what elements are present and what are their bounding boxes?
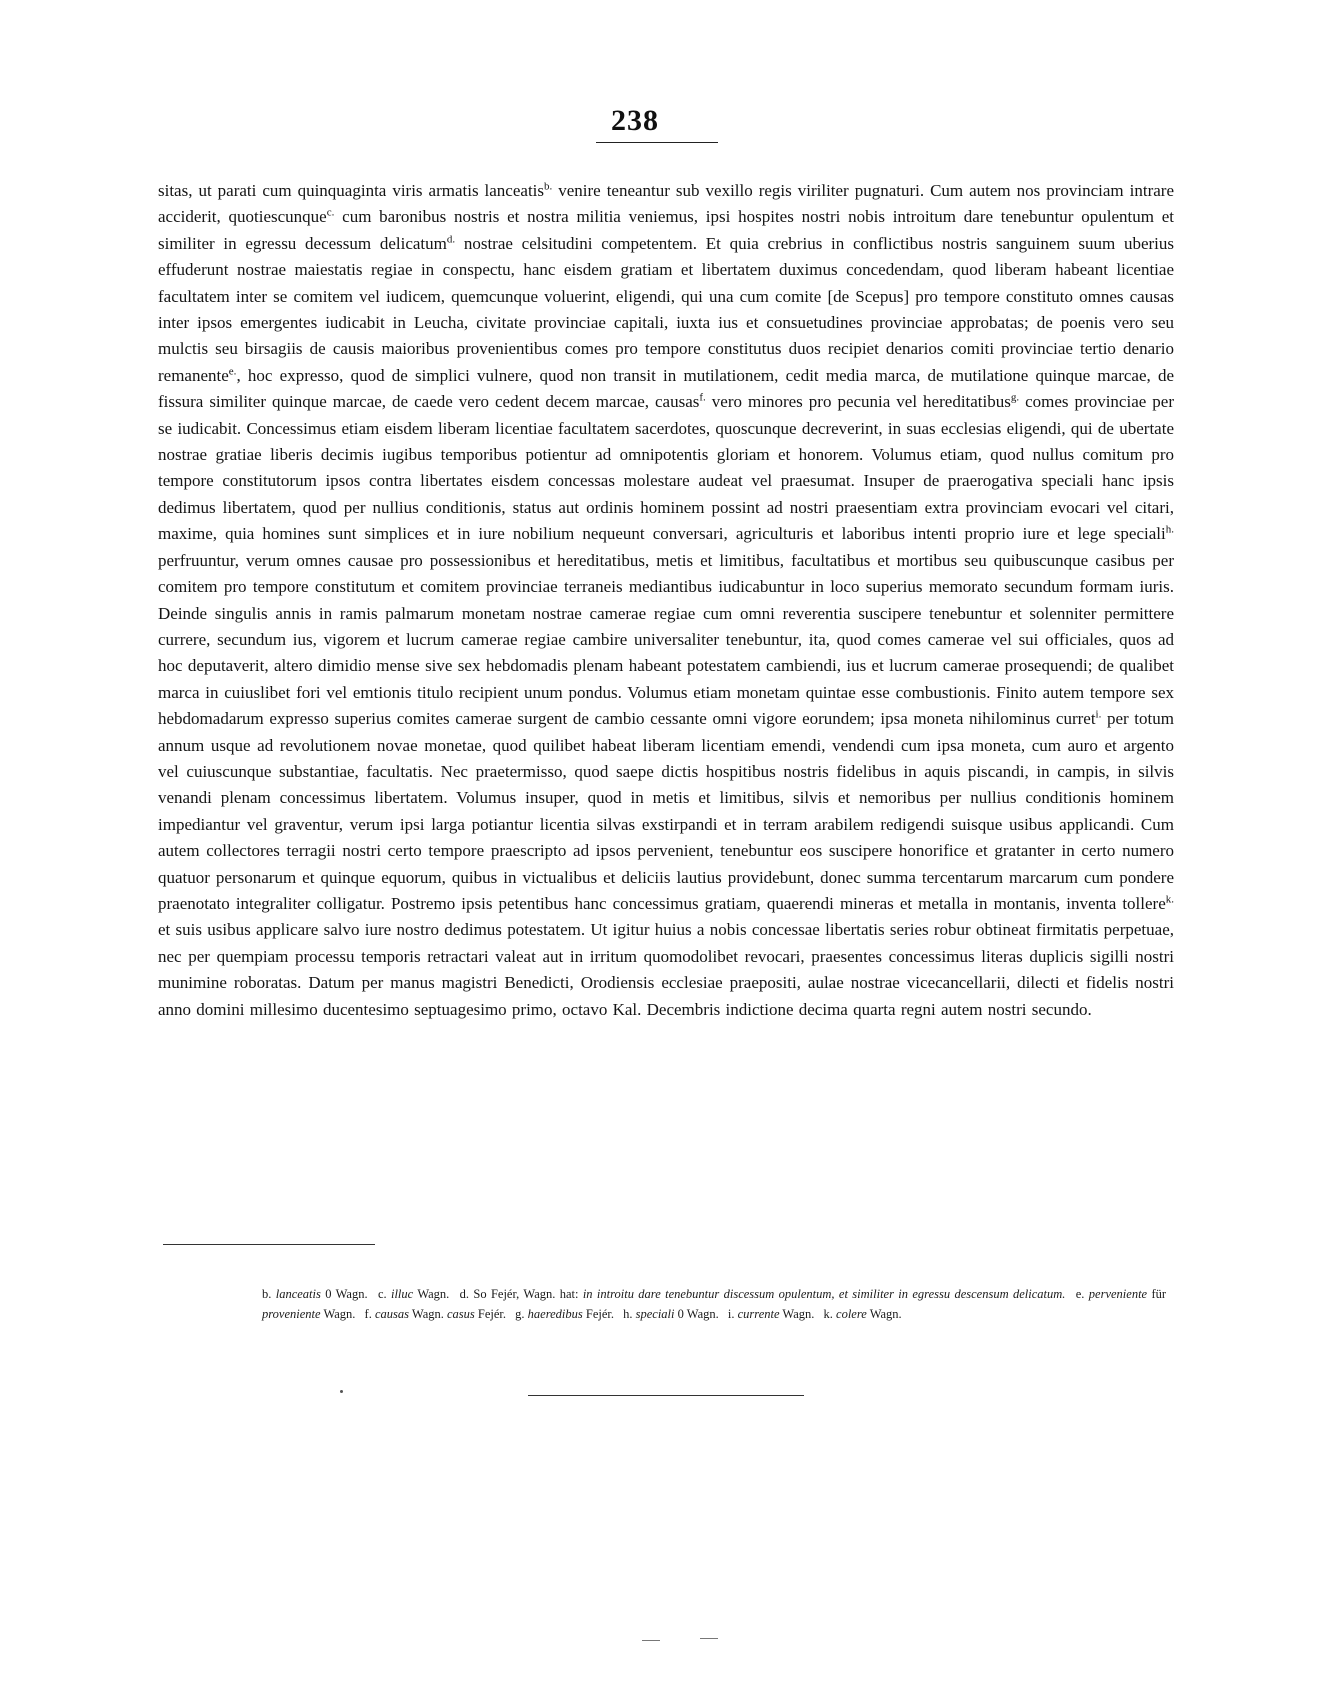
footnote-entry [365,1307,506,1321]
footnote-marker: b. [544,180,553,193]
stray-mark [340,1390,343,1393]
footnote-separator [163,1244,375,1245]
footnote-marker: d. [446,233,456,246]
footnote-text: Wagn. [779,1307,815,1321]
footnote-letter: b. [262,1287,272,1301]
footnote-entry [728,1307,815,1321]
footnote-letter: k. [823,1307,833,1321]
footnote-text: casus [447,1307,475,1321]
footnote-text: So Fejér, Wagn. hat: [473,1287,583,1301]
body-text-segment: perfruuntur, verum omnes causae pro possessionibus et hereditatibus, metis et limitibus, facultatibus et mortibus seu quibuscunque casibus per comitem pro tempore constitutum et comitem provinciae terraneis mediantibus iudicabuntur in loco superius memorato secundum formam iuris. Deinde singulis annis in ramis palmarum monetam nostrae camerae regiae cum omni reverentia suscipere tenebuntur et solenniter permittere currere, secundum ius, vigorem et lucrum camerae regiae cambire universaliter tenebuntur, ita, quod comes camerae vel sui officiales, quos ad hoc deputaverit, altero dimidio mense sive sex hebdomadis plenam habeant potestatem cambiendi, ius et lucrum camerae prosequendi; de qualibet marca in cuiuslibet fori vel emtionis titulo recipient unum pondus. Volumus etiam monetam quintae esse combustionis. Finito autem tempore sex hebdomadarum expresso superius comites camerae surgent de cambio cessante omni vigore eorundem; ipsa moneta nihilominus curret [158,550,1174,729]
footnote-text: Wagn. [413,1287,450,1301]
footnote-entry [515,1307,614,1321]
footnote-marker: c. [326,206,335,219]
body-text-segment: comes provinciae per se iudicabit. Concessimus etiam eisdem liberam licentiae facultatem sacerdotes, quoscunque decreverint, in suas ecclesias eligendi, qui de ubertate nostrae gratiae liberis decimis iugibus temporibus potientur ad omnipotentis gloriam et honorem. Volumus etiam, quod nullus comitum pro tempore constitutorum ipsos contra libertates eisdem concessas molestare audeat vel praesumat. Insuper de praerogativa speciali hanc ipsis dedimus libertatem, quod per nullius conditionis, status aut ordinis hominem possint ad nostri praesentiam extra provinciam evocari vel citari, maxime, quia homines sunt simplices et in iure nobilium nequeunt conversari, agriculturis et laboribus intenti proprio iure et lege speciali [158,392,1174,544]
footnote-text: in introitu dare tenebuntur discessum opulentum, et similiter in egressu descensum delicatum. [582,1287,1066,1301]
footnote-letter: d. [459,1287,470,1301]
footnote-marker: i. [1095,708,1102,721]
footnote-marker: g. [1010,391,1020,404]
body-text-segment: vero minores pro pecunia vel hereditatibus [705,392,1011,412]
bottom-mark [700,1638,718,1639]
page-number-rule [596,142,718,143]
footnote-letter: i. [727,1307,735,1321]
footnote-entry [824,1307,902,1321]
body-text-segment: , hoc expresso, quod de simplici vulnere, quod non transit in mutilationem, cedit media marca, de mutilatione quinque marcae, de fissura similiter quinque marcae, de caede vero cedent decem marcae, causas [158,365,1174,412]
footnote-entry [460,1287,1066,1301]
bottom-mark [642,1640,660,1641]
charter-body-text [158,178,1174,1023]
page-number: 238 [611,104,659,137]
body-text-segment: et suis usibus applicare salvo iure nostro dedimus potestatem. Ut igitur huius a nobis concessae libertatis series robur obtineat firmitatis perpetuae, nec per quempiam processu temporis retractari valeat aut in irritum quomodolibet revocari, praesentes concessimus literas duplicis sigilli nostri munimine roboratas. Datum per manus magistri Benedicti, Orodiensis ecclesiae praepositi, aulae nostrae vicecancellarii, dilecti et fidelis nostri anno domini millesimo ducentesimo septuagesimo primo, octavo Kal. Decembris indictione decima quarta regni autem nostri secundo. [158,920,1174,1019]
body-text-segment: sitas, ut parati cum quinquaginta viris armatis lanceatis [158,181,545,200]
footnote-text: currente [737,1307,780,1321]
footnote-text: colere [836,1307,867,1321]
footnote-entry [378,1287,449,1301]
footnote-text: Wagn. [409,1307,447,1321]
footnote-text: Fejér. [474,1307,507,1321]
footnote-text: haeredibus [527,1307,583,1321]
footnote-text: speciali [635,1307,675,1321]
footnote-letter: g. [515,1307,525,1321]
footnote-letter: h. [623,1307,633,1321]
body-text-segment: venire teneantur sub vexillo regis viriliter pugnaturi. Cum autem nos provinciam intrare acciderit, quotiescunque [158,181,1174,227]
footnote-text: illuc [390,1287,414,1301]
footnote-text: Wagn. [320,1307,356,1321]
footnote-text: 0 Wagn. [320,1287,368,1301]
footnote-text: Fejér. [582,1307,614,1321]
body-text-segment: per totum annum usque ad revolutionem novae monetae, quod quilibet habeat liberam licentiam emendi, vendendi cum ipsa moneta, cum auro et argento vel cuiuscunque substantiae, facultatis. Nec praetermisso, quod saepe dictis hospitibus nostris fidelibus in aquis piscandi, in campis, in silvis venandi plenam concessimus libertatem. Volumus insuper, quod in metis et limitibus, silvis et nemoribus per nullius conditionis hominem impediantur vel graventur, verum ipsi larga potiantur licentia silvas exstirpandi et in terram arabilem redigendi suisque usibus applicandi. Cum autem collectores terragii nostri certo tempore praescripto ad ipsos pervenient, tenebuntur eos suscipere honorifice et gratanter in certo numero quatuor personarum et quinque equorum, quibus in victualibus et deliciis lautius providebunt, donec summa tercentarum marcarum cum pondere praenotato integraliter colligatur. Postremo ipsis petentibus hanc concessimus gratiam, quaerendi mineras et metalla in montanis, inventa tollere [158,709,1174,913]
footnote-letter: f. [364,1307,372,1321]
footnote-marker: k. [1165,893,1174,906]
footnote-marker: f. [699,391,706,404]
footnote-text: proveniente [262,1307,321,1321]
footnote-entry [262,1287,368,1301]
footnote-text: Wagn. [866,1307,902,1321]
footnote-letter: c. [377,1287,387,1301]
footnote-text: causas [374,1307,409,1321]
end-rule [528,1395,804,1396]
footnote-text: 0 Wagn. [674,1307,719,1321]
footnote-marker: h. [1165,523,1174,536]
footnote-entry [623,1307,719,1321]
body-text-segment: cum baronibus nostris et nostra militia veniemus, ipsi hospites nostri nobis introitum dare tenebuntur opulentum et similiter in egressu decessum delicatum [158,207,1174,253]
footnote-text: perveniente [1088,1287,1148,1301]
body-text-segment: nostrae celsitudini competentem. Et quia crebrius in conflictibus nostris sanguinem suum uberius effuderunt nostrae maiestatis regiae in conspectu, hanc eisdem gratiam et libertatem duximus concedendam, quod liberam habeant licentiae facultatem inter se comitem vel iudicem, quemcunque voluerint, eligendi, qui una cum comite [de Scepus] pro tempore constituto omnes causas inter ipsos emergentes iudicabit in Leucha, civitate provinciae capitali, iuxta ius et consuetudines provinciae approbatas; de poenis vero seu mulctis seu birsagiis de causis maioribus provenientibus comes pro tempore constitutus duos recipiet denarios comiti provinciae tertio denario remanente [158,233,1174,385]
footnote-letter: e. [1075,1287,1085,1301]
footnote-text: lanceatis [275,1287,321,1301]
footnote-text: für [1147,1287,1167,1301]
footnotes [262,1284,1166,1324]
footnote-marker: e. [228,365,237,378]
